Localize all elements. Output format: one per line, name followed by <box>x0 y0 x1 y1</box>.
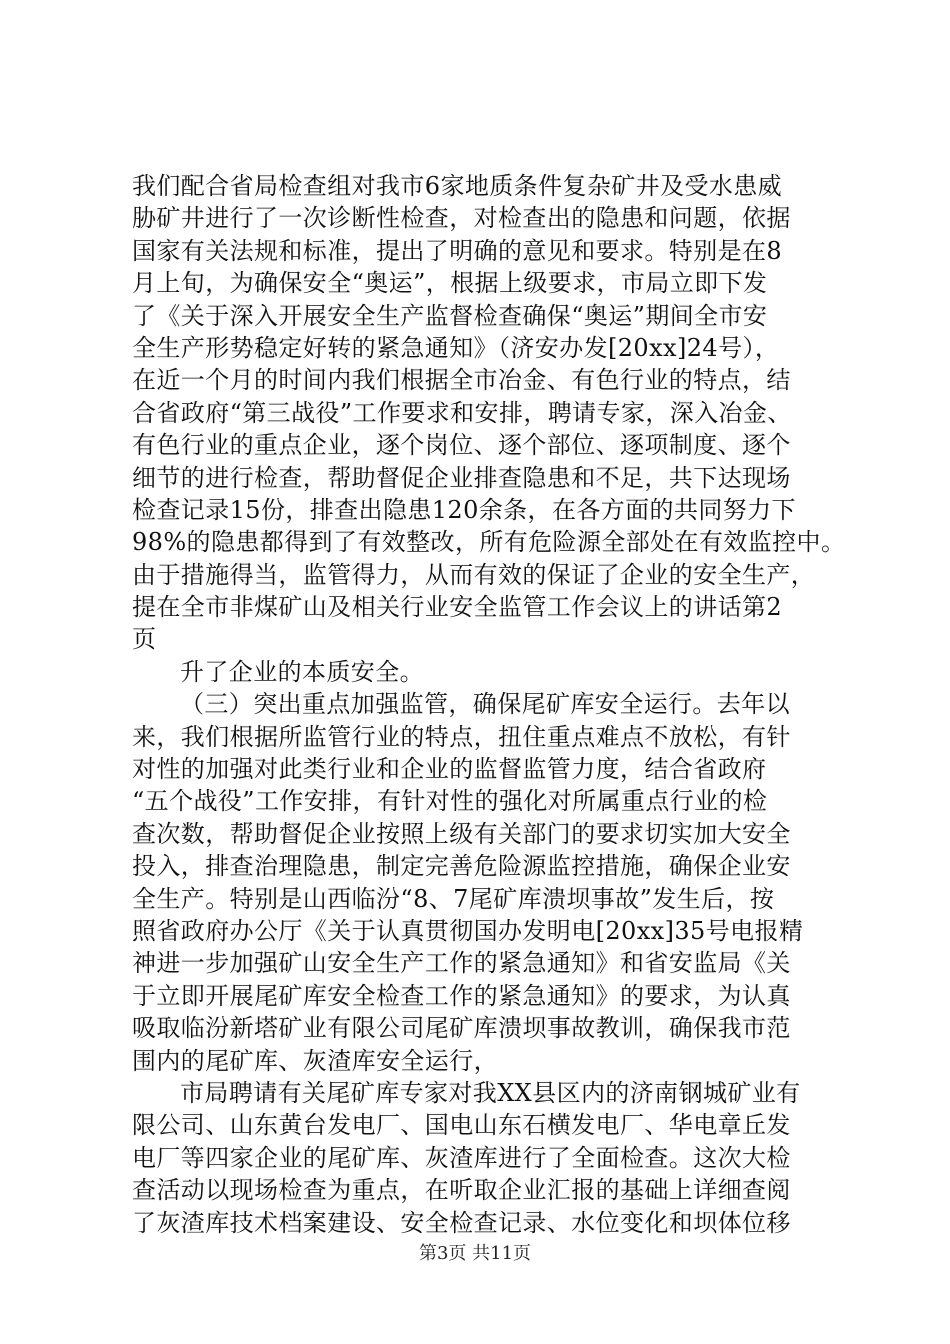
text-line: 提在全市非煤矿山及相关行业安全监管工作会议上的讲话第2 <box>132 593 783 622</box>
text-line: 细节的进行检查，帮助督促企业排查隐患和不足，共下达现场 <box>132 463 791 492</box>
text-line: 了《关于深入开展安全生产监督检查确保“奥运”期间全市安 <box>132 301 768 330</box>
page-number-indicator: 第3页 共11页 <box>418 1243 532 1264</box>
text-line: 投入，排查治理隐患，制定完善危险源监控措施，确保企业安 <box>132 852 791 881</box>
text-line: 由于措施得当，监管得力，从而有效的保证了企业的安全生产， <box>132 560 816 589</box>
document-body <box>132 170 846 1239</box>
text-line: 了灰渣库技术档案建设、安全检查记录、水位变化和坝体位移 <box>132 1208 791 1237</box>
text-line: 照省政府办公厅《关于认真贯彻国办发明电[20xx]35号电报精 <box>132 916 804 945</box>
text-line: 胁矿井进行了一次诊断性检查，对检查出的隐患和问题，依据 <box>132 204 791 233</box>
text-line: 国家有关法规和标准，提出了明确的意见和要求。特别是在8 <box>132 236 783 265</box>
text-line: 月上旬，为确保安全“奥运”，根据上级要求，市局立即下发 <box>132 269 768 298</box>
text-line: 合省政府“第三战役”工作要求和安排，聘请专家，深入冶金、 <box>132 398 792 427</box>
text-line: 围内的尾矿库、灰渣库安全运行， <box>132 1046 498 1075</box>
text-line: 来，我们根据所监管行业的特点，扭住重点难点不放松，有针 <box>132 722 791 751</box>
text-line: 在近一个月的时间内我们根据全市冶金、有色行业的特点，结 <box>132 366 791 395</box>
text-line: 对性的加强对此类行业和企业的监督监管力度，结合省政府 <box>132 755 767 784</box>
text-line: “五个战役”工作安排，有针对性的强化对所属重点行业的检 <box>132 787 768 816</box>
page-footer <box>0 1242 950 1266</box>
text-line: 电厂等四家企业的尾矿库、灰渣库进行了全面检查。这次大检 <box>132 1143 791 1172</box>
text-line: 神进一步加强矿山安全生产工作的紧急通知》和省安监局《关 <box>132 949 791 978</box>
text-line: 全生产。特别是山西临汾“8、7尾矿库溃坝事故”发生后，按 <box>132 884 775 913</box>
text-line: 查活动以现场检查为重点，在听取企业汇报的基础上详细查阅 <box>132 1176 791 1205</box>
text-line: 页 <box>132 625 157 654</box>
text-line: 全生产形势稳定好转的紧急通知》（济安办发[20xx]24号）， <box>132 333 780 362</box>
text-line: 检查记录15份，排查出隐患120余条，在各方面的共同努力下 <box>132 495 796 524</box>
text-line: 于立即开展尾矿库安全检查工作的紧急通知》的要求，为认真 <box>132 981 791 1010</box>
text-line: 市局聘请有关尾矿库专家对我XX县区内的济南钢城矿业有 <box>180 1078 801 1107</box>
text-line: 查次数，帮助督促企业按照上级有关部门的要求切实加大安全 <box>132 819 791 848</box>
section-heading-line: （三）突出重点加强监管，确保尾矿库安全运行。去年以 <box>180 690 790 719</box>
text-line: 吸取临汾新塔矿业有限公司尾矿库溃坝事故教训，确保我市范 <box>132 1014 791 1043</box>
text-line: 有色行业的重点企业，逐个岗位、逐个部位、逐项制度、逐个 <box>132 431 791 460</box>
text-line: 升了企业的本质安全。 <box>180 657 424 686</box>
text-line: 我们配合省局检查组对我市6家地质条件复杂矿井及受水患威 <box>132 172 783 200</box>
text-line: 98%的隐患都得到了有效整改，所有危险源全部处在有效监控中。 <box>132 528 846 557</box>
text-line: 限公司、山东黄台发电厂、国电山东石横发电厂、华电章丘发 <box>132 1111 791 1140</box>
